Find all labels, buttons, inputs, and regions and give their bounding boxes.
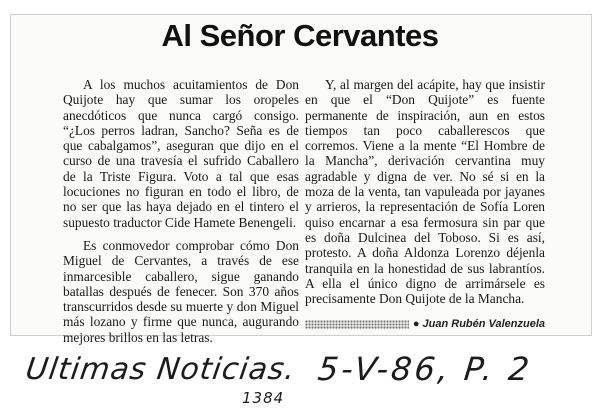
handwritten-number: 1384 — [242, 389, 285, 407]
article-paragraph: Es conmovedor comprobar cómo Don Miguel de Cervantes, a través de ese inmarcesible caballero, sigue ganando batallas después de fenecer. Son 370 años transcurridos desde su muerte y don Miguel más lozano y firme que nunca, augurando mejores brillos en las letras. — [63, 237, 299, 345]
handwritten-date: 5-V-86, P. 2 — [316, 350, 534, 388]
article-paragraph: Y, al margen del acápite, hay que insistir en que el “Don Quijote” es fuente permanente de inspiración, aun en estos tiempos tan poco caballerescos que corremos. Viene a la mente “El Hombre de la Mancha”, derivación cervantina muy agradable y digna de ver. No sé si en la moza de la venta, tan vapuleada por jayanes y arrieros, la representación de Sofía Loren quiso encarnar a esa fermosura sin par que es doña Dulcinea del Toboso. Si es así, protesto. A doña Aldonza Lorenzo déjenla tranquila en la honestidad de sus labrantíos. A ella el único digno de arrimársele es precisamente Don Quijote de la Mancha. — [305, 77, 545, 307]
handwritten-source: Ultimas Noticias. — [23, 352, 298, 387]
article-title: Al Señor Cervantes — [161, 18, 439, 53]
article-paragraph: A los muchos acuitamientos de Don Quijote hay que sumar los oropeles anecdóticos que nunca cargó consigo. “¿Los perros ladran, Sancho? Seña es de que cabalgamos”, aseguran que dijo en el curso de una travesía el sufrido Caballero de la Triste Figura. Voto a tal que esas locuciones no figuran en todo el libro, de no ser que las haya dejado en el tintero el supuesto traductor Cide Hamete Benengeli. — [63, 77, 299, 230]
byline-author: ● Juan Rubén Valenzuela — [412, 318, 545, 330]
byline-author-name: Juan Rubén Valenzuela — [422, 318, 545, 330]
